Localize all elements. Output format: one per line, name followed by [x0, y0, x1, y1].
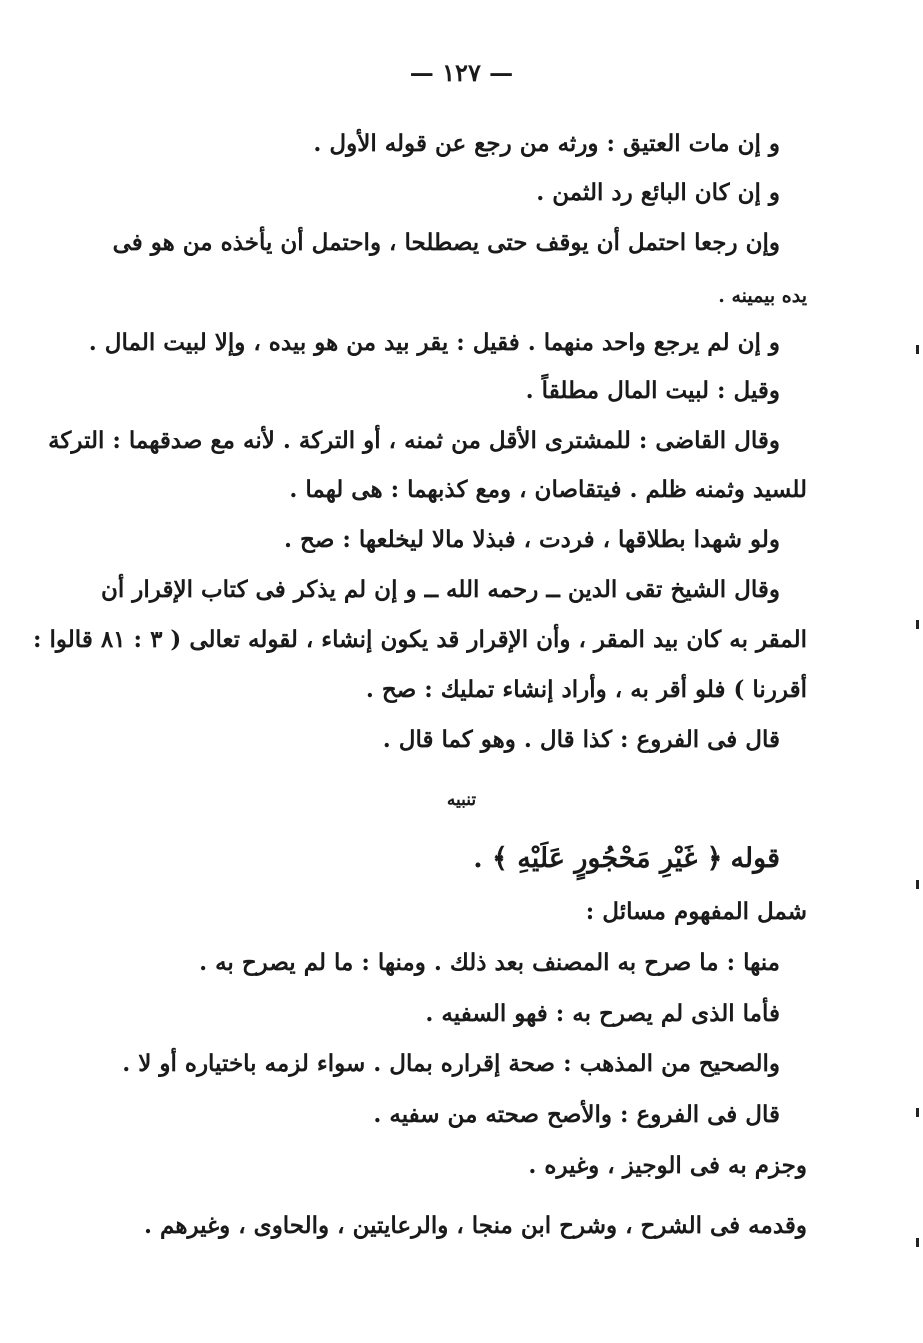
scan-mark: [916, 880, 919, 889]
text-line: وإن رجعا احتمل أن يوقف حتى يصطلحا ، واحتمل أن يأخذه من هو فى: [112, 229, 780, 256]
text-line: فأما الذى لم يصرح به : فهو السفيه .: [425, 1000, 780, 1027]
text-line: المقر به كان بيد المقر ، وأن الإقرار قد يكون إنشاء ، لقوله تعالى ( ٣ : ٨١ قالوا :: [33, 626, 807, 653]
text-line: أقررنا ) فلو أقر به ، وأراد إنشاء تمليك : صح .: [365, 676, 807, 703]
scan-mark: [916, 620, 919, 629]
quote-line: [473, 840, 780, 879]
text-line: وقال القاضى : للمشترى الأقل من ثمنه ، أو التركة . لأنه مع صدقهما : التركة: [48, 427, 780, 454]
text-line: قال فى الفروع : كذا قال . وهو كما قال .: [382, 726, 780, 753]
scan-mark: [916, 1238, 919, 1247]
text-line: قال فى الفروع : والأصح صحته من سفيه .: [373, 1101, 780, 1128]
text-line: وقال الشيخ تقى الدين ــ رحمه الله ــ و إن لم يذكر فى كتاب الإقرار أن: [101, 576, 780, 603]
text-line: وقدمه فى الشرح ، وشرح ابن منجا ، والرعايتين ، والحاوى ، وغيرهم .: [144, 1212, 807, 1239]
scan-mark: [916, 1108, 919, 1117]
quote-verse: ﴿ غَيْرِ مَحْجُورٍ عَلَيْهِ ﴾ .: [473, 843, 723, 874]
text-line: وجزم به فى الوجيز ، وغيره .: [528, 1152, 807, 1179]
text-line: و إن كان البائع رد الثمن .: [536, 179, 780, 206]
text-line: منها : ما صرح به المصنف بعد ذلك . ومنها : ما لم يصرح به .: [199, 949, 780, 976]
text-line: يده بيمينه .: [718, 285, 807, 307]
text-line: وقيل : لبيت المال مطلقاً .: [525, 377, 780, 404]
scan-mark: [916, 345, 919, 354]
page-number: — ١٢٧ —: [409, 58, 514, 87]
quote-prefix: قوله: [730, 843, 780, 874]
text-line: و إن مات العتيق : ورثه من رجع عن قوله الأول .: [313, 130, 780, 157]
text-line: للسيد وثمنه ظلم . فيتقاصان ، ومع كذبهما : هى لهما .: [289, 476, 807, 503]
section-heading: تنبيه: [446, 790, 477, 810]
text-line: ولو شهدا بطلاقها ، فردت ، فبذلا مالا ليخلعها : صح .: [284, 526, 780, 553]
text-line: والصحيح من المذهب : صحة إقراره بمال . سواء لزمه باختياره أو لا .: [122, 1050, 780, 1077]
text-line: شمل المفهوم مسائل :: [585, 898, 807, 925]
text-line: و إن لم يرجع واحد منهما . فقيل : يقر بيد من هو بيده ، وإلا لبيت المال .: [88, 329, 780, 356]
